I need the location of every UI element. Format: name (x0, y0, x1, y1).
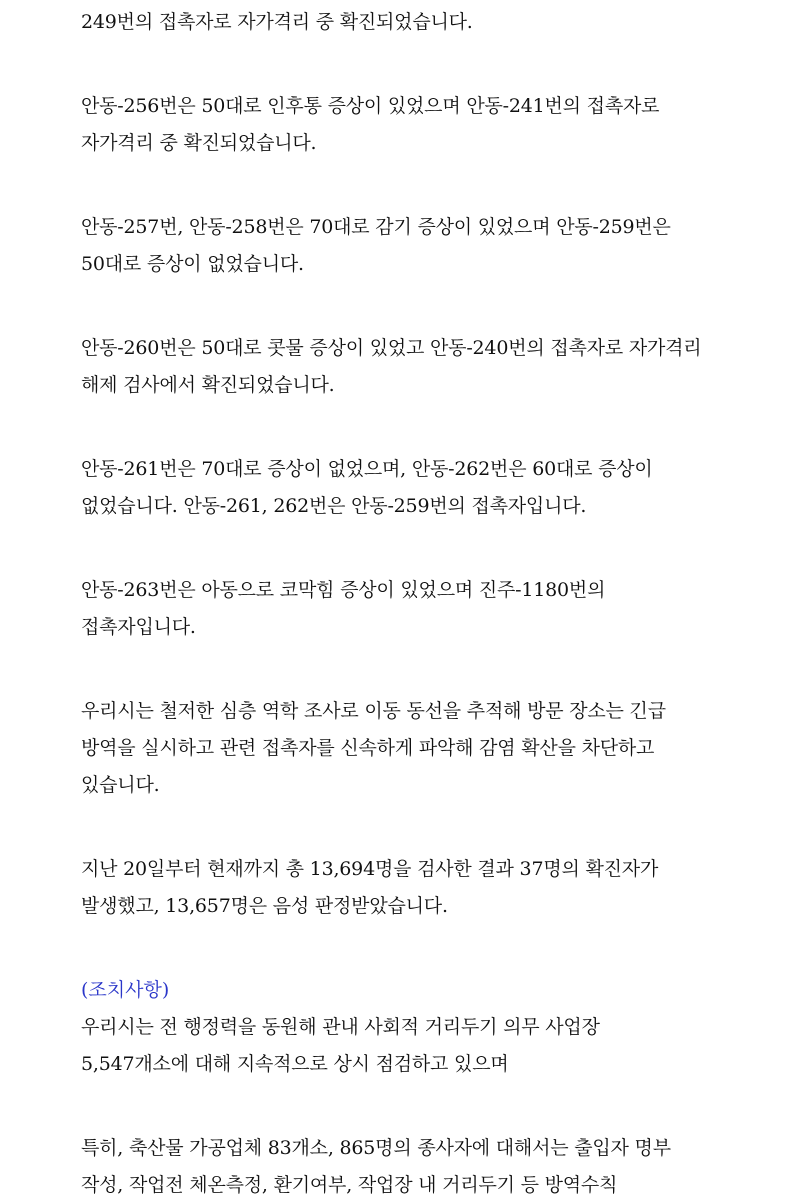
paragraph-6 (81, 572, 730, 646)
text-line: 249번의 접촉자로 자가격리 중 확진되었습니다. (81, 11, 473, 33)
text-line: 접촉자입니다. (81, 616, 196, 638)
text-line: 특히, 축산물 가공업체 83개소, 865명의 종사자에 대해서는 출입자 명부 (81, 1137, 671, 1159)
section-heading: (조치사항) (81, 979, 170, 1001)
text-line: 안동-263번은 아동으로 코막힘 증상이 있었으며 진주-1180번의 (81, 579, 606, 601)
paragraph-1 (81, 4, 730, 41)
text-line: 해제 검사에서 확진되었습니다. (81, 374, 335, 396)
text-line: 있습니다. (81, 774, 160, 796)
text-line: 안동-261번은 70대로 증상이 없었으며, 안동-262번은 60대로 증상이 (81, 458, 653, 480)
text-line: 지난 20일부터 현재까지 총 13,694명을 검사한 결과 37명의 확진자가 (81, 858, 659, 880)
text-line: 우리시는 전 행정력을 동원해 관내 사회적 거리두기 의무 사업장 (81, 1016, 600, 1038)
text-line: 작성, 작업전 체온측정, 환기여부, 작업장 내 거리두기 등 방역수칙 (81, 1174, 618, 1196)
paragraph-7 (81, 693, 730, 804)
paragraph-3 (81, 209, 730, 283)
paragraph-4 (81, 330, 730, 404)
text-line: 자가격리 중 확진되었습니다. (81, 132, 317, 154)
action-section (81, 972, 730, 1204)
text-line: 없었습니다. 안동-261, 262번은 안동-259번의 접촉자입니다. (81, 495, 587, 517)
text-line: 5,547개소에 대해 지속적으로 상시 점검하고 있으며 (81, 1053, 509, 1075)
section-paragraph-2 (81, 1130, 730, 1204)
text-line: 우리시는 철저한 심층 역학 조사로 이동 동선을 추적해 방문 장소는 긴급 (81, 700, 666, 722)
paragraph-5 (81, 451, 730, 525)
paragraph-2 (81, 88, 730, 162)
text-line: 안동-257번, 안동-258번은 70대로 감기 증상이 있었으며 안동-259번은 (81, 216, 671, 238)
text-line: 안동-256번은 50대로 인후통 증상이 있었으며 안동-241번의 접촉자로 (81, 95, 660, 117)
paragraph-8 (81, 851, 730, 925)
text-line: 방역을 실시하고 관련 접촉자를 신속하게 파악해 감염 확산을 차단하고 (81, 737, 655, 759)
text-line: 50대로 증상이 없었습니다. (81, 253, 304, 275)
section-paragraph-1 (81, 1009, 730, 1083)
text-line: 안동-260번은 50대로 콧물 증상이 있었고 안동-240번의 접촉자로 자가격리 (81, 337, 702, 359)
text-line: 발생했고, 13,657명은 음성 판정받았습니다. (81, 895, 448, 917)
